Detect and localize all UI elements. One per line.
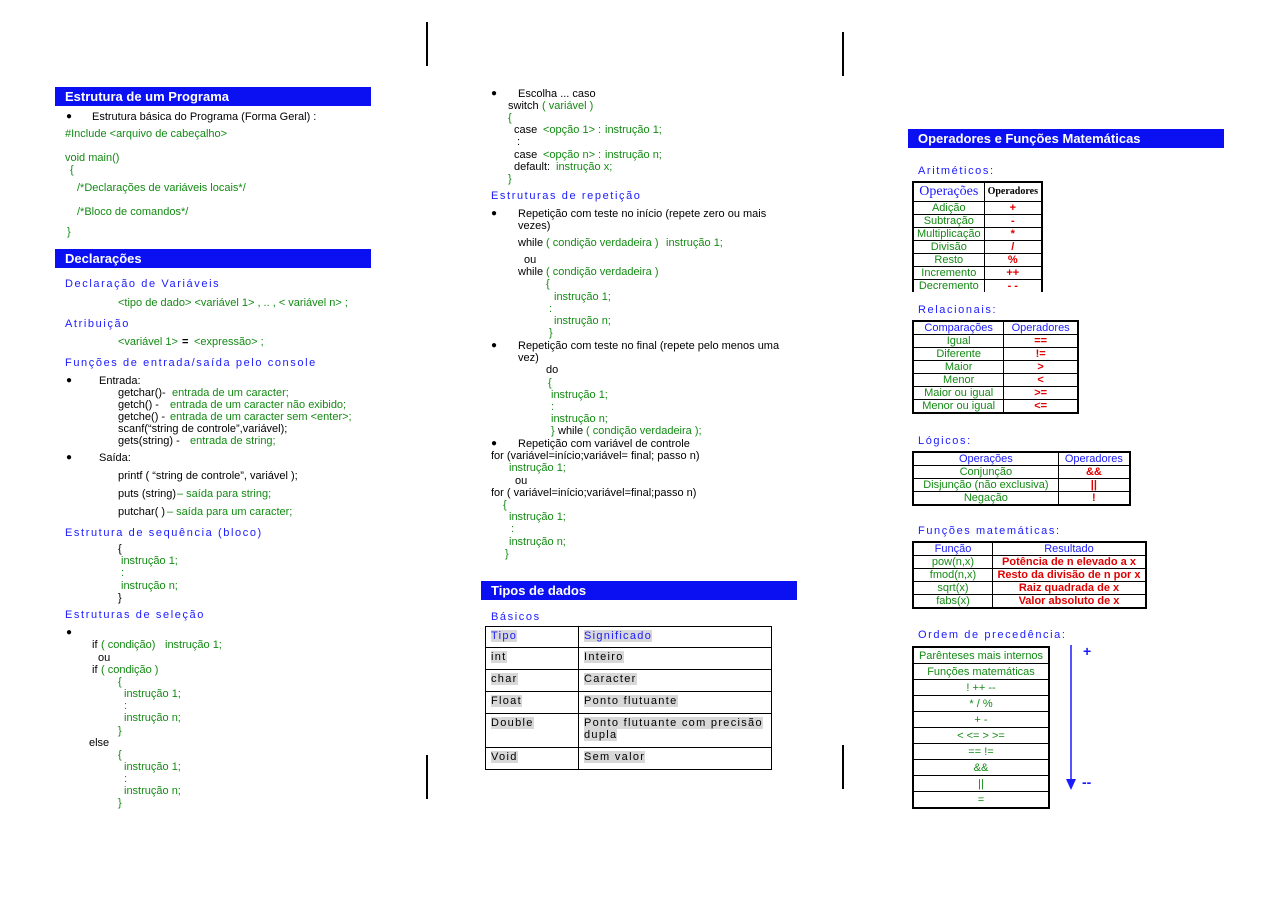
table-cell: == (1004, 335, 1078, 348)
table-header-cell: Operadores (984, 182, 1042, 202)
seq-close: } (118, 592, 122, 604)
do-while-kw: while (558, 425, 584, 437)
do-while-cond: ( condição verdadeira ); (586, 425, 702, 437)
table-row (913, 374, 1078, 387)
getchar-desc: entrada de um caracter; (172, 387, 289, 399)
decl-syntax: <tipo de dado> <variável 1> , .. , < variável n> ; (118, 297, 348, 309)
precedence-plus: + (1083, 643, 1092, 659)
else-open: { (118, 749, 122, 761)
block-comment: /*Bloco de comandos*/ (77, 206, 189, 218)
rep2-line2: vez) (518, 352, 539, 364)
rep1-line2: vezes) (518, 220, 551, 232)
entrada-label: Entrada: (99, 375, 141, 387)
table-row (913, 760, 1049, 776)
fold-line-4 (842, 745, 844, 789)
getche-fn: getche() - (118, 411, 166, 423)
if2-close: } (118, 725, 122, 737)
if2-colon: : (124, 700, 128, 712)
table-cell: Negação (913, 492, 1058, 506)
bullet: ● (66, 375, 73, 386)
arit-table (912, 181, 1043, 292)
table-row (913, 361, 1078, 374)
table-header-cell: Significado (579, 627, 772, 648)
table-header-cell: Comparações (913, 321, 1004, 335)
table-header-cell: Resultado (993, 542, 1147, 556)
table-row (913, 712, 1049, 728)
table-cell: Ponto flutuante (579, 692, 772, 714)
table-header-cell: Operações (913, 182, 984, 202)
table-cell: = (913, 792, 1049, 809)
table-cell: - - (984, 280, 1042, 293)
switch-kw: switch (508, 100, 539, 112)
table-cell: && (913, 760, 1049, 776)
fold-line-1 (426, 22, 428, 66)
bullet: ● (491, 340, 498, 351)
rel-table (912, 320, 1079, 414)
table-cell: != (1004, 348, 1078, 361)
table-row (913, 647, 1049, 664)
atrib-right: <expressão> ; (194, 336, 264, 348)
else-close: } (118, 797, 122, 809)
table-cell: Sem valor (579, 748, 772, 770)
getch-desc: entrada de um caracter não exibido; (170, 399, 347, 411)
seq-colon: : (121, 567, 125, 579)
puts-desc: – saída para string; (177, 488, 272, 500)
saida-label: Saída: (99, 452, 131, 464)
scanf-line: scanf(“string de controle”,variável); (118, 423, 288, 435)
table-header-cell: Operações (913, 452, 1058, 466)
table-row (913, 479, 1130, 492)
table-header-cell: Tipo (486, 627, 579, 648)
subheading-atribuicao: Atribuição (65, 318, 130, 330)
seq-open: { (118, 543, 122, 555)
table-cell: Parênteses mais internos (913, 647, 1049, 664)
header-estrutura: Estrutura de um Programa (55, 87, 371, 106)
table-row (913, 595, 1146, 609)
table-cell: Adição (913, 202, 984, 215)
table-row (486, 648, 772, 670)
subheading-ordem-precedencia: Ordem de precedência: (918, 629, 1067, 641)
casen-kw: case (514, 149, 538, 161)
table-cell: / (984, 241, 1042, 254)
table-cell: Diferente (913, 348, 1004, 361)
table-cell: Funções matemáticas (913, 664, 1049, 680)
table-row (913, 492, 1130, 506)
f2-colon: : (511, 523, 515, 535)
rep1-line1: Repetição com teste no início (repete zero ou mais (518, 208, 767, 220)
subheading-selecao: Estruturas de seleção (65, 609, 205, 621)
log-table (912, 451, 1131, 506)
header-operadores: Operadores e Funções Matemáticas (908, 129, 1224, 148)
default-instr: instrução x; (556, 161, 613, 173)
table-row (486, 670, 772, 692)
subheading-relacionais: Relacionais: (918, 304, 998, 316)
if2-instr1: instrução 1; (124, 688, 181, 700)
while2-kw: while (518, 266, 544, 278)
table-row (913, 182, 1042, 202)
arit-table-wrap (912, 181, 1043, 292)
escolha-caso: Escolha ... caso (518, 88, 596, 100)
do-colon: : (551, 401, 555, 413)
decl-comment: /*Declarações de variáveis locais*/ (77, 182, 246, 194)
table-row (913, 542, 1146, 556)
table-cell: Menor ou igual (913, 400, 1004, 414)
do-close: } (551, 425, 555, 437)
table-cell: Maior ou igual (913, 387, 1004, 400)
table-row (486, 748, 772, 770)
bullet: ● (66, 627, 73, 638)
switch-colon: : (517, 136, 521, 148)
table-cell: Raiz quadrada de x (993, 582, 1147, 595)
for1: for (variável=início;variável= final; passo n) (491, 450, 700, 462)
puts-fn: puts (string) (118, 488, 177, 500)
table-cell: - (984, 215, 1042, 228)
getchar-fn: getchar()- (118, 387, 166, 399)
for1-instr: instrução 1; (509, 462, 566, 474)
table-row (913, 280, 1042, 293)
header-declaracoes: Declarações (55, 249, 371, 268)
table-row (913, 466, 1130, 479)
types-table (485, 626, 772, 770)
for2: for ( variável=início;variável=final;passo n) (491, 487, 697, 499)
bullet: ● (66, 452, 73, 463)
table-cell: fabs(x) (913, 595, 993, 609)
table-row (913, 696, 1049, 712)
subheading-aritmeticos: Aritméticos: (918, 165, 995, 177)
table-cell: Decremento (913, 280, 984, 293)
table-row (913, 321, 1078, 335)
table-row (913, 241, 1042, 254)
table-cell: Igual (913, 335, 1004, 348)
subheading-funcoes-es: Funções de entrada/saída pelo console (65, 357, 317, 369)
bullet: ● (491, 208, 498, 219)
else-instr1: instrução 1; (124, 761, 181, 773)
table-cell: Multiplicação (913, 228, 984, 241)
table-cell: ! ++ -- (913, 680, 1049, 696)
table-cell: Divisão (913, 241, 984, 254)
case1-opt: <opção 1> : (543, 124, 602, 136)
table-cell: Resto (913, 254, 984, 267)
table-row (913, 664, 1049, 680)
table-row (913, 452, 1130, 466)
subheading-sequencia: Estrutura de sequência (bloco) (65, 527, 263, 539)
table-cell: char (486, 670, 579, 692)
table-row (913, 569, 1146, 582)
funcmat-table (912, 541, 1147, 609)
while1-instr: instrução 1; (666, 237, 723, 249)
subheading-repeticao: Estruturas de repetição (491, 190, 642, 202)
if2-kw: if (92, 664, 98, 676)
putchar-fn: putchar( ) (118, 506, 166, 518)
else-kw: else (89, 737, 110, 749)
w2-instrn: instrução n; (554, 315, 611, 327)
table-row (913, 582, 1146, 595)
else-instrn: instrução n; (124, 785, 181, 797)
table-cell: <= (1004, 400, 1078, 414)
while2-cond: ( condição verdadeira ) (546, 266, 659, 278)
table-cell: Float (486, 692, 579, 714)
if1-cond: ( condição) (101, 639, 156, 651)
precedence-table (912, 646, 1050, 809)
table-cell: fmod(n,x) (913, 569, 993, 582)
table-cell: Conjunção (913, 466, 1058, 479)
table-header-cell: Operadores (1004, 321, 1078, 335)
basic-structure-text: Estrutura básica do Programa (Forma Geral) : (92, 111, 317, 123)
if2-instrn: instrução n; (124, 712, 181, 724)
ou-line: ou (98, 652, 111, 664)
subheading-logicos: Lógicos: (918, 435, 972, 447)
while1-cond: ( condição verdadeira ) (546, 237, 659, 249)
table-cell: % (984, 254, 1042, 267)
do-kw: do (546, 364, 559, 376)
default-kw: default: (514, 161, 551, 173)
f2-instrn: instrução n; (509, 536, 566, 548)
casen-opt: <opção n> : (543, 149, 602, 161)
table-cell: Caracter (579, 670, 772, 692)
table-row (913, 776, 1049, 792)
f2-instr1: instrução 1; (509, 511, 566, 523)
table-row (486, 714, 772, 748)
subheading-declaracao-variaveis: Declaração de Variáveis (65, 278, 221, 290)
printf-line: printf ( “string de controle”, variável ); (118, 470, 298, 482)
table-row (913, 387, 1078, 400)
fold-line-2 (842, 32, 844, 76)
table-cell: int (486, 648, 579, 670)
table-cell: < <= > >= (913, 728, 1049, 744)
getch-fn: getch() - (118, 399, 159, 411)
f2-open: { (503, 499, 507, 511)
switch-open: { (508, 112, 512, 124)
table-row (486, 627, 772, 648)
table-cell: Valor absoluto de x (993, 595, 1147, 609)
seq-instrn: instrução n; (121, 580, 178, 592)
table-cell: * / % (913, 696, 1049, 712)
table-row (913, 744, 1049, 760)
brace-open: { (70, 164, 74, 176)
ou1: ou (524, 254, 537, 266)
table-cell: sqrt(x) (913, 582, 993, 595)
table-row (913, 228, 1042, 241)
getche-desc: entrada de um caracter sem <enter>; (170, 411, 352, 423)
table-cell: < (1004, 374, 1078, 387)
w2-open: { (546, 278, 550, 290)
bullet: ● (491, 88, 498, 99)
table-cell: Double (486, 714, 579, 748)
case1-kw: case (514, 124, 538, 136)
table-cell: Potência de n elevado a x (993, 556, 1147, 569)
table-cell: ++ (984, 267, 1042, 280)
table-row (913, 335, 1078, 348)
casen-instr: instrução n; (605, 149, 662, 161)
atrib-eq: = (182, 336, 189, 348)
do-instr1: instrução 1; (551, 389, 608, 401)
table-cell: > (1004, 361, 1078, 374)
if1-instr: instrução 1; (165, 639, 222, 651)
if1-kw: if (92, 639, 98, 651)
table-row (913, 215, 1042, 228)
table-row (486, 692, 772, 714)
table-cell: Disjunção (não exclusiva) (913, 479, 1058, 492)
rep2-line1: Repetição com teste no final (repete pelo menos uma (518, 340, 780, 352)
table-cell: ! (1058, 492, 1130, 506)
table-cell: && (1058, 466, 1130, 479)
switch-close: } (508, 173, 512, 185)
do-instrn: instrução n; (551, 413, 608, 425)
table-cell: || (913, 776, 1049, 792)
table-cell: >= (1004, 387, 1078, 400)
table-header-cell: Operadores (1058, 452, 1130, 466)
table-cell: * (984, 228, 1042, 241)
case1-instr: instrução 1; (605, 124, 662, 136)
if2-cond: ( condição ) (101, 664, 159, 676)
table-cell: pow(n,x) (913, 556, 993, 569)
do-open: { (548, 377, 552, 389)
switch-arg: ( variável ) (542, 100, 594, 112)
w2-colon: : (549, 303, 553, 315)
table-cell: Inteiro (579, 648, 772, 670)
table-row (913, 728, 1049, 744)
table-row (913, 400, 1078, 414)
while1-kw: while (518, 237, 544, 249)
table-cell: + - (913, 712, 1049, 728)
table-cell: Resto da divisão de n por x (993, 569, 1147, 582)
ou2: ou (515, 475, 528, 487)
bullet: ● (491, 438, 498, 449)
table-row (913, 792, 1049, 809)
gets-desc: entrada de string; (190, 435, 276, 447)
subheading-funcoes-matematicas: Funções matemáticas: (918, 525, 1061, 537)
table-cell: || (1058, 479, 1130, 492)
if2-open: { (118, 676, 122, 688)
table-cell: Ponto flutuante com precisão dupla (579, 714, 772, 748)
table-row (913, 254, 1042, 267)
table-row (913, 680, 1049, 696)
table-row (913, 202, 1042, 215)
putchar-desc: – saída para um caracter; (167, 506, 293, 518)
gets-fn: gets(string) - (118, 435, 180, 447)
include-line: #Include <arquivo de cabeçalho> (65, 128, 228, 140)
fold-line-3 (426, 755, 428, 799)
bullet: ● (66, 111, 73, 122)
table-cell: == != (913, 744, 1049, 760)
table-cell: Subtração (913, 215, 984, 228)
table-row (913, 556, 1146, 569)
table-cell: Void (486, 748, 579, 770)
table-cell: Maior (913, 361, 1004, 374)
subheading-basicos: Básicos (491, 611, 541, 623)
precedence-arrow-icon (1064, 645, 1078, 792)
table-cell: + (984, 202, 1042, 215)
rep3: Repetição com variável de controle (518, 438, 690, 450)
header-tipos: Tipos de dados (481, 581, 797, 600)
f2-close: } (505, 548, 509, 560)
table-cell: Menor (913, 374, 1004, 387)
table-header-cell: Função (913, 542, 993, 556)
w2-instr1: instrução 1; (554, 291, 611, 303)
seq-instr1: instrução 1; (121, 555, 178, 567)
table-row (913, 267, 1042, 280)
table-row (913, 348, 1078, 361)
atrib-left: <variável 1> (118, 336, 178, 348)
precedence-minus: -- (1082, 774, 1092, 790)
w2-close: } (549, 327, 553, 339)
else-colon: : (124, 773, 128, 785)
void-main-line: void main() (65, 152, 120, 164)
brace-close: } (67, 226, 71, 238)
table-cell: Incremento (913, 267, 984, 280)
